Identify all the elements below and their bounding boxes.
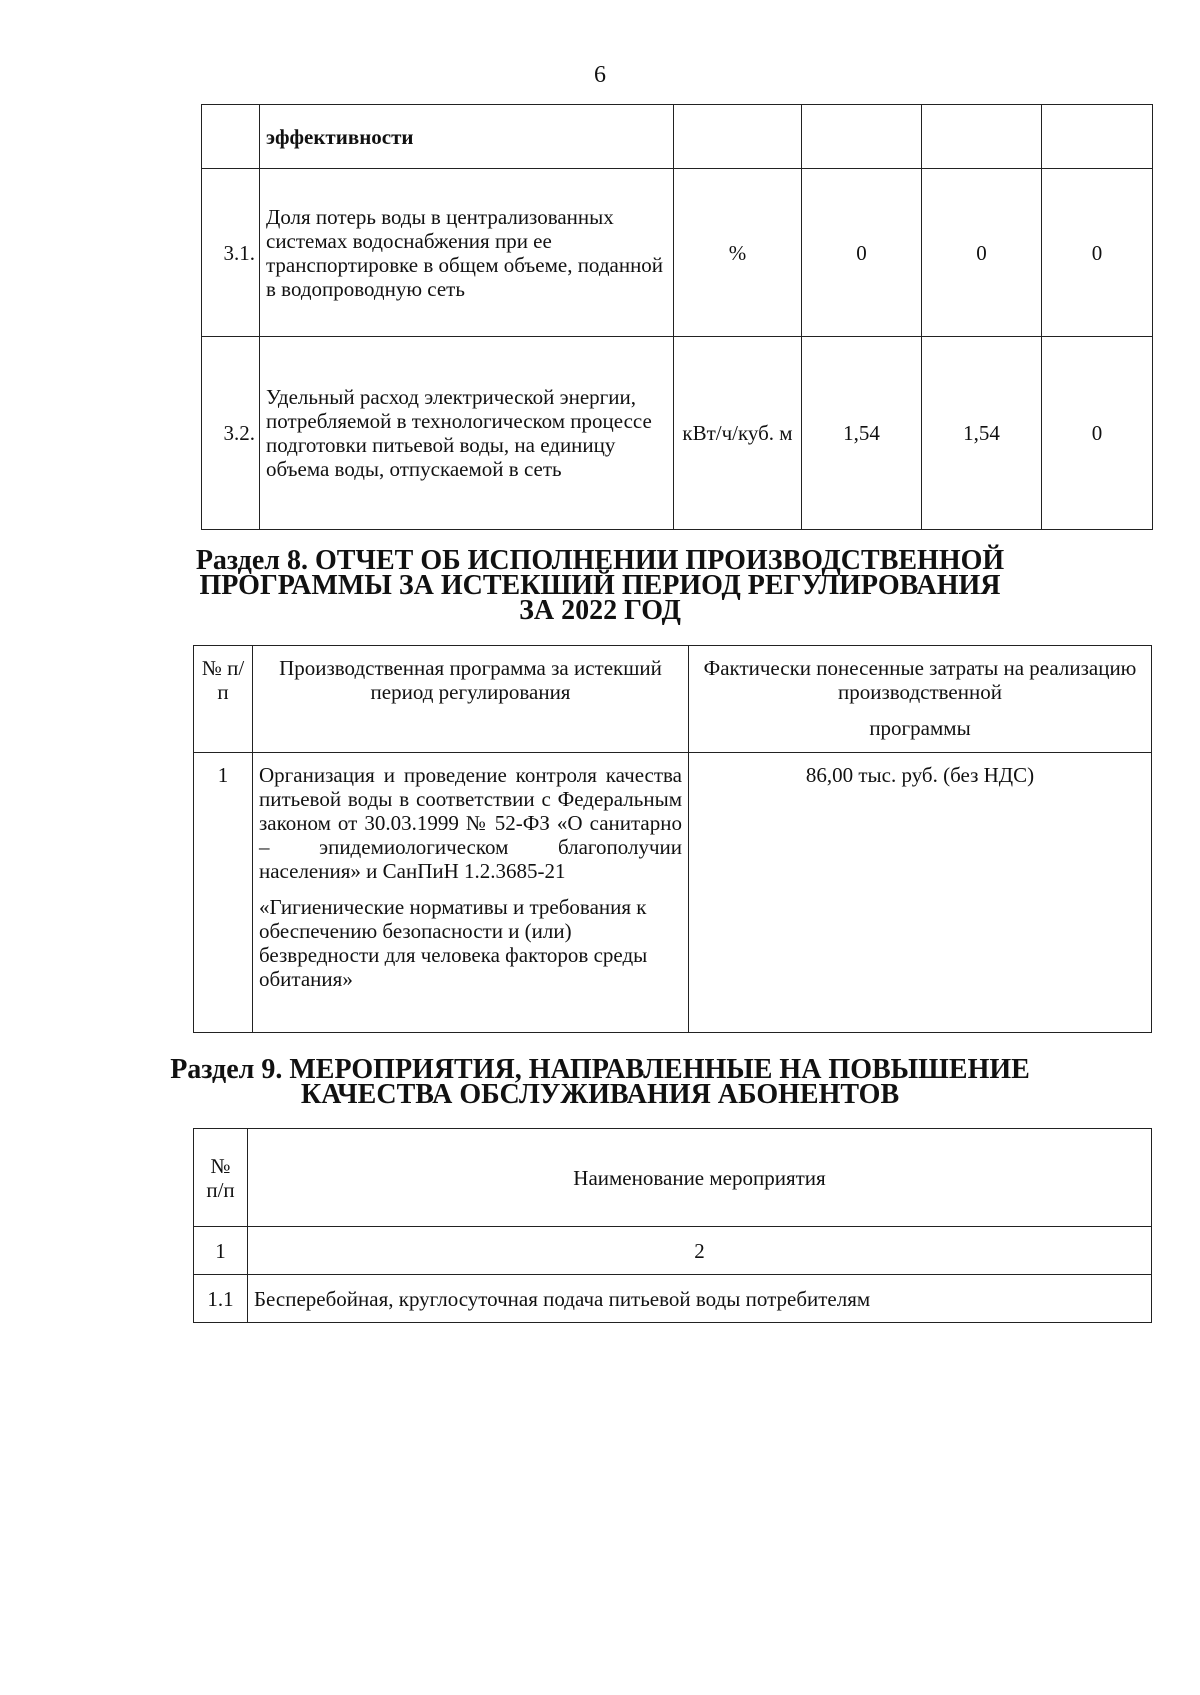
- column-header-name: Наименование мероприятия: [248, 1129, 1152, 1227]
- measures-table: [193, 1128, 1152, 1323]
- section9-heading-line: КАЧЕСТВА ОБСЛУЖИВАНИЯ АБОНЕНТОВ: [300, 1079, 900, 1110]
- indicator-value: 1,54: [802, 337, 922, 530]
- indicator-value: 0: [1042, 337, 1153, 530]
- indicator-name: Доля потерь воды в централизованных системах водоснабжения при ее транспортировке в общем объеме, поданной в водопроводную сеть: [260, 169, 674, 337]
- column-header-program: Производственная программа за истекший период регулирования: [253, 646, 689, 753]
- table-row: [202, 337, 1153, 530]
- program-description: [253, 753, 689, 1033]
- table-cell: [1042, 105, 1153, 169]
- section8-heading: [0, 545, 1200, 626]
- table-header-row: [194, 646, 1152, 753]
- table-row: [202, 105, 1153, 169]
- page-number: 6: [594, 62, 606, 88]
- section8-heading-line: ЗА 2022 ГОД: [519, 595, 681, 626]
- row-number: 3.1.: [202, 169, 260, 337]
- column-header-number: № п/п: [194, 1129, 248, 1227]
- measure-name: Бесперебойная, круглосуточная подача питьевой воды потребителям: [248, 1275, 1152, 1323]
- column-header-costs: [689, 646, 1152, 753]
- column-header-number: № п/п: [194, 646, 253, 753]
- indicator-value: 0: [922, 169, 1042, 337]
- section8-heading-line: ПРОГРАММЫ ЗА ИСТЕКШИЙ ПЕРИОД РЕГУЛИРОВАНИЯ: [199, 570, 1001, 601]
- indicator-unit: кВт/ч/куб. м: [674, 337, 802, 530]
- indicator-value: 0: [1042, 169, 1153, 337]
- section9-heading: [0, 1054, 1200, 1110]
- table-cell: [202, 105, 260, 169]
- column-header-costs-line: программы: [869, 716, 971, 740]
- section8-heading-line: Раздел 8. ОТЧЕТ ОБ ИСПОЛНЕНИИ ПРОИЗВОДСТВЕННОЙ: [195, 545, 1005, 576]
- row-number: 3.2.: [202, 337, 260, 530]
- table-row: [194, 1275, 1152, 1323]
- program-description-text: Организация и проведение контроля качества питьевой воды в соответствии с Федеральным законом от 30.03.1999 № 52-ФЗ «О санитарно – эпидемиологическом благополучии населения» и СанПиН 1.2.3685-21: [259, 763, 682, 883]
- indicators-table: [201, 104, 1153, 530]
- column-index: 2: [248, 1227, 1152, 1275]
- program-cost: 86,00 тыс. руб. (без НДС): [689, 753, 1152, 1033]
- table-header-row: [194, 1129, 1152, 1227]
- row-number: 1: [194, 753, 253, 1033]
- program-description-text: «Гигиенические нормативы и требования к обеспечению безопасности и (или) безвредности для человека факторов среды обитания»: [259, 895, 648, 991]
- table-cell: [674, 105, 802, 169]
- table-row: [202, 169, 1153, 337]
- table-index-row: [194, 1227, 1152, 1275]
- table-cell: [802, 105, 922, 169]
- row-number: 1.1: [194, 1275, 248, 1323]
- indicator-unit: %: [674, 169, 802, 337]
- indicator-name: Удельный расход электрической энергии, потребляемой в технологическом процессе подготовки питьевой воды, на единицу объема воды, отпускаемой в сеть: [260, 337, 674, 530]
- section9-heading-line: Раздел 9. МЕРОПРИЯТИЯ, НАПРАВЛЕННЫЕ НА ПОВЫШЕНИЕ: [170, 1054, 1030, 1085]
- indicator-value: 1,54: [922, 337, 1042, 530]
- indicator-value: 0: [802, 169, 922, 337]
- table-cell: [922, 105, 1042, 169]
- column-index: 1: [194, 1227, 248, 1275]
- column-header-costs-line: Фактически понесенные затраты на реализацию производственной: [703, 656, 1137, 704]
- indicator-group-title: эффективности: [260, 105, 674, 169]
- production-program-table: [193, 645, 1152, 1033]
- table-row: [194, 753, 1152, 1033]
